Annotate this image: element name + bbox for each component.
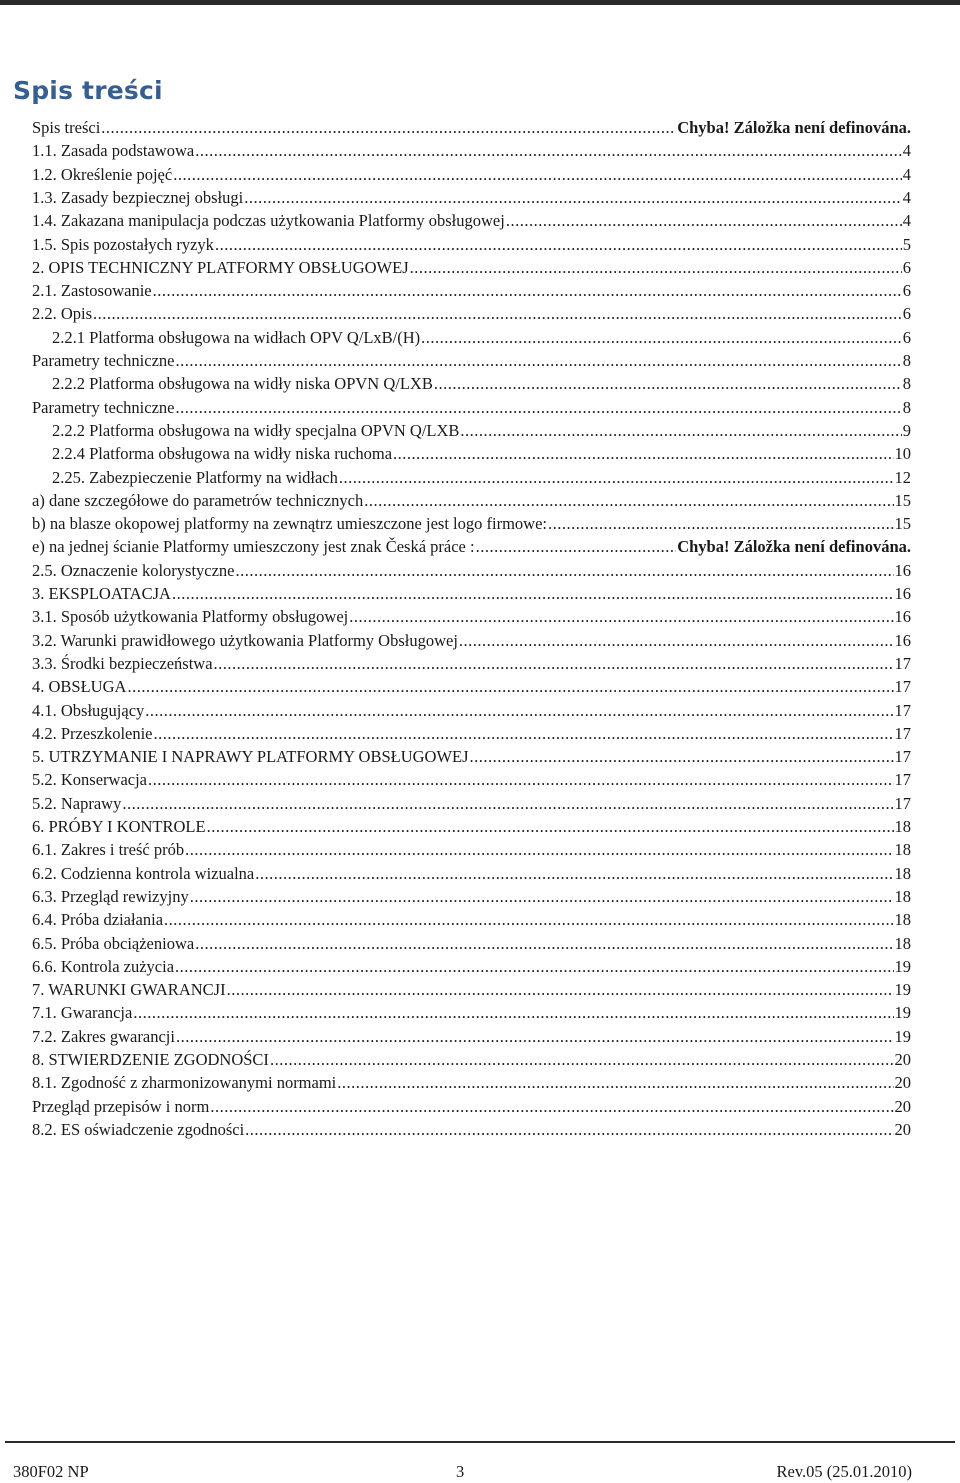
toc-dot-leader xyxy=(207,815,894,838)
toc-entry-title: 8. STWIERDZENIE ZGODNOŚCI xyxy=(32,1050,269,1069)
toc-entry-title: 2.5. Oznaczenie kolorystyczne xyxy=(32,560,235,580)
toc-entry-title: 7. WARUNKI GWARANCJI xyxy=(32,980,226,1000)
toc-entry-page: 4 xyxy=(902,141,911,161)
toc-entry-page: 19 xyxy=(894,1026,911,1046)
toc-entry[interactable] xyxy=(32,745,911,768)
toc-dot-leader xyxy=(172,582,894,605)
toc-entry-page: 15 xyxy=(894,490,911,510)
toc-entry-title: 6.3. Przegląd rewizyjny xyxy=(32,886,189,906)
toc-entry[interactable] xyxy=(32,838,911,861)
toc-dot-leader xyxy=(127,675,893,698)
toc-entry[interactable] xyxy=(52,326,911,349)
toc-entry-page: 15 xyxy=(894,514,911,534)
toc-entry-title: 6.6. Kontrola zużycia xyxy=(32,956,175,976)
toc-dot-leader xyxy=(476,535,677,558)
toc-entry-page: 20 xyxy=(894,1050,911,1069)
toc-entry[interactable] xyxy=(32,116,911,139)
toc-dot-leader xyxy=(175,955,893,978)
toc-entry[interactable] xyxy=(32,163,911,186)
toc-entry-title: Parametry techniczne xyxy=(32,351,175,370)
toc-entry-title: 1.1. Zasada podstawowa xyxy=(32,141,195,161)
toc-entry[interactable] xyxy=(32,1001,911,1024)
toc-entry-title: 2.2.1 Platforma obsługowa na widłach OPV Q/LxB/(H) xyxy=(52,327,421,347)
toc-dot-leader xyxy=(195,932,893,955)
toc-dot-leader xyxy=(410,256,902,279)
toc-entry[interactable] xyxy=(32,1048,911,1071)
toc-dot-leader xyxy=(245,1118,893,1141)
toc-entry-page: 18 xyxy=(894,886,911,906)
toc-entry-page: 17 xyxy=(894,677,911,697)
toc-dot-leader xyxy=(364,489,893,512)
toc-dot-leader xyxy=(148,768,893,791)
toc-entry-page: 9 xyxy=(902,420,911,440)
toc-entry-title: 2. OPIS TECHNICZNY PLATFORMY OBSŁUGOWEJ xyxy=(32,257,409,277)
toc-dot-leader xyxy=(93,302,902,325)
toc-entry-title: 7.2. Zakres gwarancji xyxy=(32,1026,175,1046)
toc-entry-title: 1.4. Zakazana manipulacja podczas użytkowania Platformy obsługowej xyxy=(32,211,505,231)
toc-entry[interactable] xyxy=(32,768,911,791)
toc-entry[interactable] xyxy=(32,349,911,372)
header-rule xyxy=(0,0,960,5)
toc-entry-page: 18 xyxy=(894,910,911,930)
toc-dot-leader xyxy=(153,279,902,302)
toc-dot-leader xyxy=(421,326,902,349)
toc-entry[interactable] xyxy=(32,792,911,815)
toc-entry-page: 17 xyxy=(894,723,911,743)
toc-dot-leader xyxy=(255,862,893,885)
toc-entry[interactable] xyxy=(32,1118,911,1141)
toc-title: Spis treści xyxy=(13,76,163,105)
toc-entry-title: 7.1. Gwarancja xyxy=(32,1003,133,1023)
toc-entry[interactable] xyxy=(32,815,911,838)
toc-dot-leader xyxy=(337,1071,893,1094)
toc-entry[interactable] xyxy=(32,396,911,419)
toc-entry-title: 6.2. Codzienna kontrola wizualna xyxy=(32,863,255,883)
toc-dot-leader xyxy=(236,559,894,582)
toc-dot-leader xyxy=(185,838,893,861)
toc-entry-page: 20 xyxy=(894,1119,911,1139)
toc-entry-page: 4 xyxy=(902,211,911,231)
toc-entry-page: 18 xyxy=(894,933,911,953)
toc-entry-page: 6 xyxy=(902,257,911,277)
toc-entry-page: Chyba! Záložka není definována. xyxy=(677,118,911,137)
toc-entry[interactable] xyxy=(52,466,911,489)
toc-entry[interactable] xyxy=(32,186,911,209)
toc-dot-leader xyxy=(349,605,893,628)
toc-entry-title: 5.2. Konserwacja xyxy=(32,770,148,790)
toc-entry-title: 8.1. Zgodność z zharmonizowanymi normami xyxy=(32,1073,337,1093)
toc-dot-leader xyxy=(154,722,894,745)
toc-entry-title: 5. UTRZYMANIE I NAPRAWY PLATFORMY OBSŁUGOWEJ xyxy=(32,747,469,767)
toc-entry[interactable] xyxy=(32,489,911,512)
toc-entry-title: 4.1. Obsługujący xyxy=(32,700,145,720)
toc-entry-page: 16 xyxy=(894,607,911,627)
toc-dot-leader xyxy=(215,233,902,256)
toc-entry-page: 18 xyxy=(894,840,911,860)
toc-entry-page: 17 xyxy=(894,653,911,673)
toc-entry-page: 8 xyxy=(902,351,911,370)
toc-entry-page: 6 xyxy=(902,327,911,347)
toc-entry[interactable] xyxy=(32,978,911,1001)
toc-dot-leader xyxy=(434,372,902,395)
toc-entry-title: 5.2. Naprawy xyxy=(32,793,122,813)
toc-entry-page: 8 xyxy=(902,374,911,394)
toc-entry[interactable] xyxy=(32,302,911,325)
toc-entry-title: 1.5. Spis pozostałych ryzyk xyxy=(32,234,214,254)
toc-entry[interactable] xyxy=(32,862,911,885)
toc-entry-page: 18 xyxy=(894,863,911,883)
toc-entry[interactable] xyxy=(32,885,911,908)
toc-entry-page: 17 xyxy=(894,700,911,720)
footer-revision: Rev.05 (25.01.2010) xyxy=(776,1462,912,1481)
toc-dot-leader xyxy=(548,512,894,535)
toc-dot-leader xyxy=(459,629,894,652)
toc-dot-leader xyxy=(175,396,901,419)
toc-entry-title: Spis treści xyxy=(32,118,101,137)
toc-entry[interactable] xyxy=(32,699,911,722)
toc-entry-page: 19 xyxy=(894,980,911,1000)
toc-dot-leader xyxy=(195,139,902,162)
toc-entry-title: 6. PRÓBY I KONTROLE xyxy=(32,817,206,836)
toc-dot-leader xyxy=(190,885,894,908)
toc-entry-title: 2.2.2 Platforma obsługowa na widły specjalna OPVN Q/LXB xyxy=(52,420,460,440)
toc-entry-page: 17 xyxy=(894,793,911,813)
toc-entry-title: 3.1. Sposób użytkowania Platformy obsługowej xyxy=(32,607,349,627)
toc-dot-leader xyxy=(133,1001,893,1024)
toc-dot-leader xyxy=(210,1095,893,1118)
toc-entry[interactable] xyxy=(32,559,911,582)
toc-entry[interactable] xyxy=(52,372,911,395)
toc-entry-title: 2.2. Opis xyxy=(32,304,93,324)
toc-dot-leader xyxy=(122,792,893,815)
toc-entry-page: 4 xyxy=(902,164,911,184)
toc-entry-title: 3. EKSPLOATACJA xyxy=(32,584,171,603)
toc-dot-leader xyxy=(339,466,894,489)
toc-entry-page: 20 xyxy=(894,1073,911,1093)
toc-entry-page: 8 xyxy=(902,397,911,417)
footer-rule xyxy=(5,1441,955,1443)
toc-entry-title: 6.1. Zakres i treść prób xyxy=(32,840,185,860)
toc-entry-title: 6.5. Próba obciążeniowa xyxy=(32,933,195,953)
toc-entry-page: 12 xyxy=(894,467,911,487)
toc-entry-title: 2.2.2 Platforma obsługowa na widły niska OPVN Q/LXB xyxy=(52,374,433,394)
toc-entry[interactable] xyxy=(52,442,911,465)
toc-dot-leader xyxy=(470,745,894,768)
toc-entry[interactable] xyxy=(32,1025,911,1048)
toc-entry[interactable] xyxy=(32,652,911,675)
toc-entry-title: Przegląd przepisów i norm xyxy=(32,1096,210,1116)
toc-entry-title: 3.2. Warunki prawidłowego użytkowania Platformy Obsługowej xyxy=(32,630,458,650)
toc-entry-page: 16 xyxy=(894,584,911,603)
toc-dot-leader xyxy=(164,908,893,931)
footer-document-code: 380F02 NP xyxy=(13,1462,89,1481)
toc-dot-leader xyxy=(176,1025,894,1048)
toc-entry-page: 16 xyxy=(894,630,911,650)
toc-entry[interactable] xyxy=(32,908,911,931)
toc-entry[interactable] xyxy=(32,512,911,535)
toc-dot-leader xyxy=(270,1048,894,1071)
toc-dot-leader xyxy=(506,209,902,232)
toc-entry[interactable] xyxy=(32,209,911,232)
toc-dot-leader xyxy=(393,442,893,465)
toc-entry-title: 8.2. ES oświadczenie zgodności xyxy=(32,1119,245,1139)
toc-entry-title: 6.4. Próba działania xyxy=(32,910,164,930)
toc-entry-page: 16 xyxy=(894,560,911,580)
toc-entry-title: b) na blasze okopowej platformy na zewnątrz umieszczone jest logo firmowe: xyxy=(32,514,547,534)
toc-entry-title: 2.25. Zabezpieczenie Platformy na widłach xyxy=(52,467,338,487)
toc-entry-title: 4. OBSŁUGA xyxy=(32,677,127,697)
toc-entry-page: 5 xyxy=(902,234,911,254)
toc-entry-title: 4.2. Przeszkolenie xyxy=(32,723,153,743)
toc-entry[interactable] xyxy=(32,256,911,279)
toc-entry-page: 10 xyxy=(894,444,911,464)
toc-dot-leader xyxy=(227,978,894,1001)
toc-entry[interactable] xyxy=(32,535,911,558)
toc-entry[interactable] xyxy=(32,722,911,745)
toc-dot-leader xyxy=(460,419,901,442)
toc-entry[interactable] xyxy=(32,582,911,605)
toc-entry-page: 4 xyxy=(902,187,911,207)
toc-dot-leader xyxy=(244,186,902,209)
toc-entry-page: 17 xyxy=(894,770,911,790)
toc-dot-leader xyxy=(101,116,676,139)
toc-entry[interactable] xyxy=(32,1095,911,1118)
toc-entry-title: e) na jednej ścianie Platformy umieszczony jest znak Česká práce : xyxy=(32,537,475,557)
toc-entry[interactable] xyxy=(52,419,911,442)
toc-dot-leader xyxy=(145,699,893,722)
toc-entry-page: Chyba! Záložka není definována. xyxy=(677,537,911,557)
toc-entry-page: 19 xyxy=(894,1003,911,1023)
toc-entry-title: 1.3. Zasady bezpiecznej obsługi xyxy=(32,187,244,207)
toc-entry[interactable] xyxy=(32,629,911,652)
toc-entry[interactable] xyxy=(32,675,911,698)
toc-entry-title: 1.2. Określenie pojęć xyxy=(32,164,173,184)
toc-entry[interactable] xyxy=(32,279,911,302)
toc-entry-title: 2.2.4 Platforma obsługowa na widły niska ruchoma xyxy=(52,444,393,464)
toc-dot-leader xyxy=(175,349,901,372)
toc-entry[interactable] xyxy=(32,139,911,162)
toc-entry[interactable] xyxy=(32,932,911,955)
toc-entry-title: a) dane szczegółowe do parametrów technicznych xyxy=(32,490,364,510)
toc-entry-page: 20 xyxy=(894,1096,911,1116)
toc-entry-page: 17 xyxy=(894,747,911,767)
toc-entry[interactable] xyxy=(32,605,911,628)
toc-entry-page: 6 xyxy=(902,304,911,324)
toc-entry-page: 18 xyxy=(894,817,911,836)
footer-page-number: 3 xyxy=(456,1462,465,1481)
toc-entry-page: 6 xyxy=(902,281,911,301)
toc-dot-leader xyxy=(173,163,902,186)
toc-entry-title: 3.3. Środki bezpieczeństwa xyxy=(32,653,213,673)
toc-entry-title: 2.1. Zastosowanie xyxy=(32,281,152,301)
toc-entry[interactable] xyxy=(32,1071,911,1094)
toc-entry-page: 19 xyxy=(894,956,911,976)
toc-entry[interactable] xyxy=(32,233,911,256)
toc-entry[interactable] xyxy=(32,955,911,978)
toc-dot-leader xyxy=(214,652,894,675)
toc-entry-title: Parametry techniczne xyxy=(32,397,175,417)
